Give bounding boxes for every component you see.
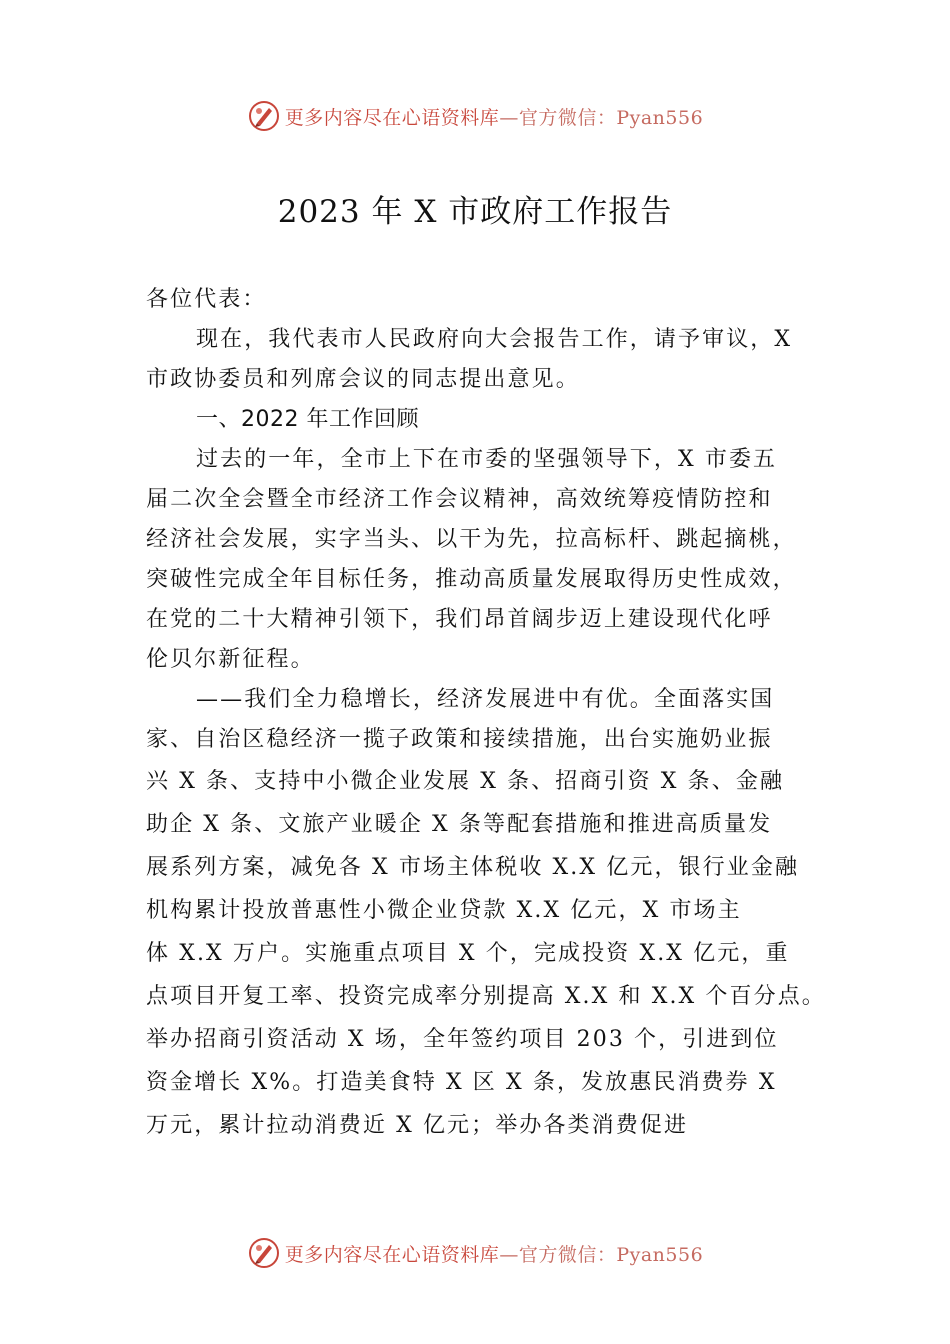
paragraph-line: 过去的一年，全市上下在市委的坚强领导下，X 市委五 [196, 447, 778, 472]
paragraph-line: 点项目开复工率、投资完成率分别提高 X.X 和 X.X 个百分点。 [146, 984, 826, 1009]
pen-logo-icon [247, 99, 281, 133]
document-title: 2023 年 X 市政府工作报告 [277, 194, 673, 230]
paragraph-line: 体 X.X 万户。实施重点项目 X 个，完成投资 X.X 亿元，重 [146, 941, 790, 966]
paragraph-line: 突破性完成全年目标任务，推动高质量发展取得历史性成效， [146, 567, 797, 592]
paragraph-line: 资金增长 X%。打造美食特 X 区 X 条，发放惠民消费券 X [146, 1070, 777, 1095]
paragraph-line: 展系列方案，减免各 X 市场主体税收 X.X 亿元，银行业金融 [146, 855, 800, 880]
paragraph-line: 经济社会发展，实字当头、以干为先，拉高标杆、跳起摘桃， [146, 527, 797, 552]
pen-logo-icon [247, 1236, 281, 1270]
salutation: 各位代表： [146, 287, 267, 312]
paragraph-line: 家、自治区稳经济一揽子政策和接续措施，出台实施奶业振 [146, 727, 773, 752]
watermark-text: 更多内容尽在心语资料库—官方微信：Pyan556 [284, 1243, 704, 1266]
intro-line: 现在，我代表市人民政府向大会报告工作，请予审议，X [196, 327, 793, 352]
watermark-text: 更多内容尽在心语资料库—官方微信：Pyan556 [284, 106, 704, 129]
paragraph-line: 届二次全会暨全市经济工作会议精神，高效统筹疫情防控和 [146, 487, 773, 512]
paragraph-line: 机构累计投放普惠性小微企业贷款 X.X 亿元，X 市场主 [146, 898, 742, 923]
watermark-header [0, 96, 950, 136]
paragraph-line: ——我们全力稳增长，经济发展进中有优。全面落实国 [196, 687, 775, 712]
paragraph-line: 伦贝尔新征程。 [146, 647, 315, 672]
section-heading: 一、2022 年工作回顾 [196, 407, 419, 432]
intro-line: 市政协委员和列席会议的同志提出意见。 [146, 367, 580, 392]
watermark-footer [0, 1233, 950, 1273]
document-body [146, 280, 826, 1147]
paragraph-line: 举办招商引资活动 X 场，全年签约项目 203 个，引进到位 [146, 1027, 779, 1052]
paragraph-line: 万元，累计拉动消费近 X 亿元；举办各类消费促进 [146, 1113, 689, 1138]
paragraph-line: 助企 X 条、文旅产业暖企 X 条等配套措施和推进高质量发 [146, 812, 773, 837]
paragraph-line: 兴 X 条、支持中小微企业发展 X 条、招商引资 X 条、金融 [146, 769, 785, 794]
paragraph-line: 在党的二十大精神引领下，我们昂首阔步迈上建设现代化呼 [146, 607, 773, 632]
